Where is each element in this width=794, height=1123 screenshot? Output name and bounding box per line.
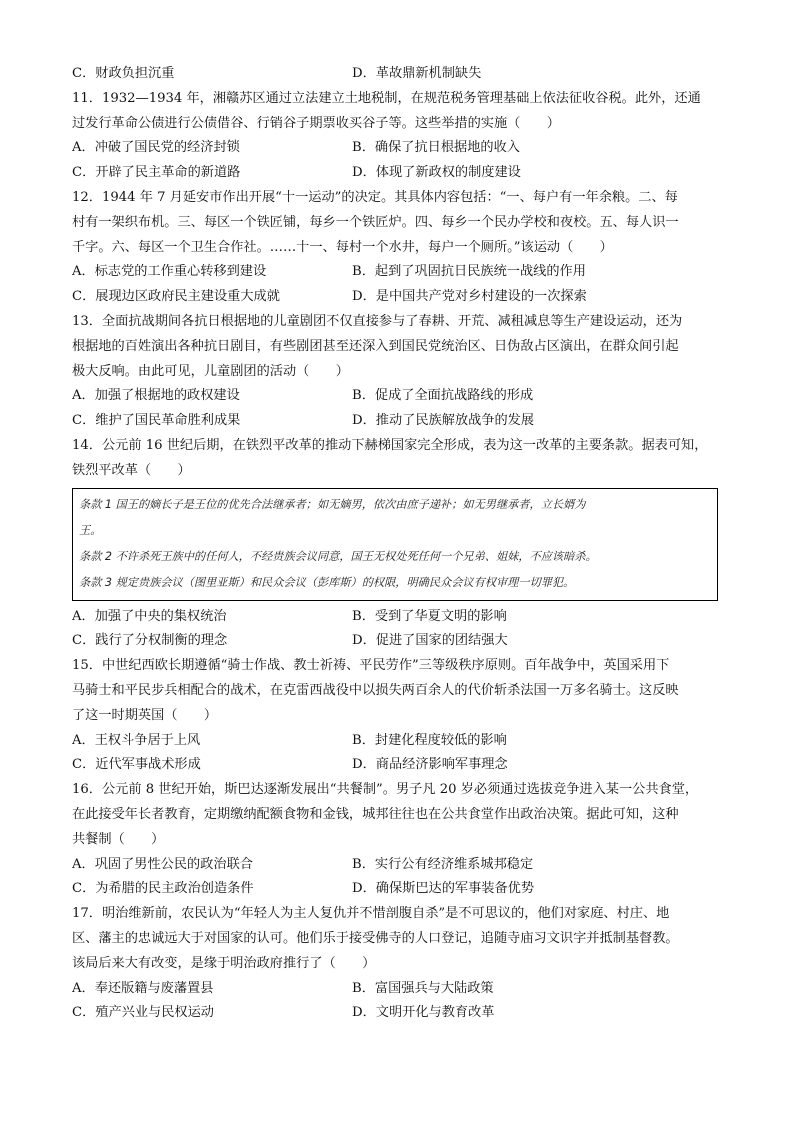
question-stem-line: 马骑士和平民步兵相配合的战术，在克雷西战役中以损失两百余人的代价斩杀法国一万多名骑士。这反映: [72, 682, 679, 698]
option-c[interactable]: C．展现边区政府民主建设重大成就: [72, 289, 280, 305]
options-row: [72, 384, 724, 409]
question-stem-line: 12．1944 年 7 月延安市作出开展“十一运动”的决定。其具体内容包括：“一、每户有一年余粮。二、每: [72, 189, 678, 205]
options-row: [72, 977, 724, 1002]
table-row: 条款 1 国王的嫡长子是王位的优先合法继承者；如无嫡男，依次由庶子递补；如无男继承者，立长婿为: [79, 497, 586, 511]
options-row: [72, 1001, 724, 1026]
question-16: [72, 778, 724, 902]
question-stem-line: 15．中世纪西欧长期遵循“骑士作战、教士祈祷、平民劳作”三等级秩序原则。百年战争中，英国采用下: [72, 658, 670, 674]
question-stem-line: 区、藩主的忠诚远大于对国家的认可。他们乐于接受佛寺的人口登记，追随寺庙习文识字并抵制基督教。: [72, 930, 679, 946]
question-stem-line: 过发行革命公债进行公债借谷、行销谷子期票收买谷子等。这些举措的实施（ ）: [72, 115, 560, 131]
table-row: 王。: [79, 523, 102, 537]
question-stem-line: 极大反响。由此可见，儿童剧团的活动（ ）: [72, 363, 349, 379]
option-a[interactable]: A．标志党的工作重心转移到建设: [72, 264, 267, 280]
question-stem-line: 11．1932—1934 年，湘赣苏区通过立法建立土地税制，在规范税务管理基础上依法征收谷税。此外，还通: [72, 90, 701, 106]
options-row: [72, 753, 724, 778]
q10-option-c[interactable]: C．财政负担沉重: [72, 66, 175, 81]
option-b[interactable]: B．富国强兵与大陆政策: [352, 980, 494, 996]
question-stem-line: 13．全面抗战期间各抗日根据地的儿童剧团不仅直接参与了春耕、开荒、减租减息等生产建设运动，还为: [72, 313, 683, 329]
option-c[interactable]: C．践行了分权制衡的理念: [72, 633, 228, 649]
option-a[interactable]: A．加强了根据地的政权建设: [72, 388, 240, 404]
options-row: [72, 136, 724, 161]
options-row: [72, 877, 724, 902]
option-d[interactable]: D．是中国共产党对乡村建设的一次探索: [352, 289, 587, 305]
options-row: [72, 729, 724, 754]
option-a[interactable]: A．巩固了男性公民的政治联合: [72, 856, 253, 872]
question-stem-line: 14．公元前 16 世纪后期，在铁烈平改革的推动下赫梯国家完全形成，表为这一改革的主要条款。据表可知，: [72, 437, 708, 453]
option-b[interactable]: B．起到了巩固抗日民族统一战线的作用: [352, 264, 586, 280]
options-row: [72, 161, 724, 186]
question-12: [72, 186, 724, 310]
question-14: [72, 434, 724, 654]
options-row: [72, 629, 724, 654]
option-d[interactable]: D．商品经济影响军事理念: [352, 757, 508, 773]
question-stem-line: 村有一架织布机。三、每区一个铁匠铺，每乡一个铁匠炉。四、每乡一个民办学校和夜校。五、每人识一: [72, 214, 679, 230]
question-stem-line: 共餐制（ ）: [72, 831, 165, 847]
option-d[interactable]: D．促进了国家的团结强大: [352, 633, 508, 649]
option-b[interactable]: B．实行公有经济维系城邦稳定: [352, 856, 534, 872]
option-d[interactable]: D．体现了新政权的制度建设: [352, 165, 521, 181]
options-row: [72, 605, 724, 630]
options-row: [72, 285, 724, 310]
option-c[interactable]: C．开辟了民主革命的新道路: [72, 165, 241, 181]
option-d[interactable]: D．文明开化与教育改革: [352, 1005, 495, 1021]
reform-clauses-table: [72, 488, 718, 601]
question-stem-line: 17．明治维新前，农民认为“年轻人为主人复仇并不惜剖腹自杀”是不可思议的，他们对家庭、村庄、地: [72, 906, 670, 922]
option-c[interactable]: C．为希腊的民主政治创造条件: [72, 881, 254, 897]
question-11: [72, 87, 724, 186]
option-b[interactable]: B．封建化程度较低的影响: [352, 732, 507, 748]
option-d[interactable]: D．推动了民族解放战争的发展: [352, 413, 535, 429]
question-13: [72, 310, 724, 434]
table-row: 条款 3 规定贵族会议（图里亚斯）和民众会议（彭库斯）的权限，明确民众会议有权审理一切罪犯。: [79, 575, 575, 589]
question-stem-line: 千字。六、每区一个卫生合作社。……十一、每村一个水井，每户一个厕所。”该运动（ ）: [72, 239, 613, 255]
question-stem-line: 根据地的百姓演出各种抗日剧目，有些剧团甚至还深入到国民党统治区、日伪敌占区演出，在群众间引起: [72, 338, 679, 354]
table-row: 条款 2 不许杀死王族中的任何人，不经贵族会议同意，国王无权处死任何一个兄弟、姐妹，不应该暗杀。: [79, 549, 597, 563]
option-a[interactable]: A．奉还版籍与废藩置县: [72, 980, 214, 996]
exam-page: [72, 62, 724, 1026]
q10-options-tail: [72, 62, 724, 87]
option-d[interactable]: D．确保斯巴达的军事装备优势: [352, 881, 535, 897]
option-c[interactable]: C．维护了国民革命胜利成果: [72, 413, 241, 429]
question-stem-line: 16．公元前 8 世纪开始，斯巴达逐渐发展出“共餐制”。男子凡 20 岁必须通过选拔竞争进入某一公共食堂，: [72, 782, 699, 798]
question-stem-line: 铁烈平改革（ ）: [72, 462, 191, 478]
option-a[interactable]: A．加强了中央的集权统治: [72, 608, 227, 624]
option-a[interactable]: A．冲破了国民党的经济封锁: [72, 140, 240, 156]
question-15: [72, 654, 724, 778]
question-stem-line: 在此接受年长者教育，定期缴纳配额食物和金钱，城邦往往也在公共食堂作出政治决策。据此可知，这种: [72, 806, 679, 822]
options-row: [72, 260, 724, 285]
question-stem-line: 该局后来大有改变，是缘于明治政府推行了（ ）: [72, 955, 376, 971]
option-c[interactable]: C．近代军事战术形成: [72, 757, 201, 773]
q10-option-d[interactable]: D．革故鼎新机制缺失: [352, 66, 482, 81]
option-b[interactable]: B．促成了全面抗战路线的形成: [352, 388, 534, 404]
option-b[interactable]: B．受到了华夏文明的影响: [352, 608, 507, 624]
option-b[interactable]: B．确保了抗日根据地的收入: [352, 140, 520, 156]
options-row: [72, 853, 724, 878]
option-c[interactable]: C．殖产兴业与民权运动: [72, 1005, 214, 1021]
question-stem-line: 了这一时期英国（ ）: [72, 707, 218, 723]
options-row: [72, 409, 724, 434]
option-a[interactable]: A．王权斗争居于上风: [72, 732, 201, 748]
question-17: [72, 902, 724, 1026]
